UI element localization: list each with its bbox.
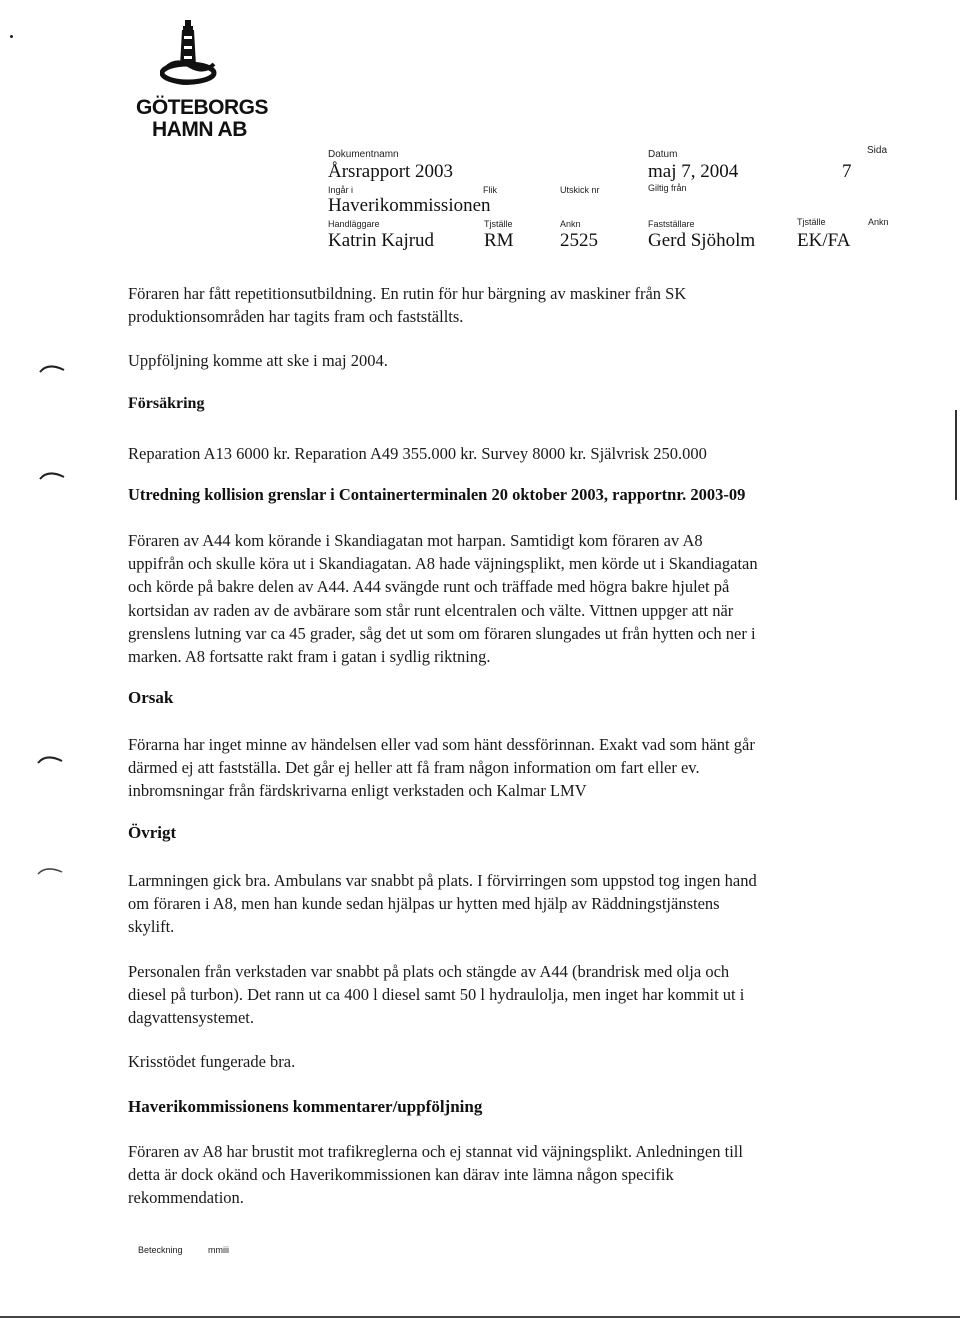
paragraph-incident	[128, 529, 873, 668]
text-line: Personalen från verkstaden var snabbt på plats och stängde av A44 (brandrisk med olja och	[128, 962, 730, 981]
tjstalle-label-2: Tjställe	[797, 217, 826, 227]
page-label: Sida	[867, 145, 888, 156]
text-line: Krisstödet fungerade bra.	[128, 1052, 296, 1071]
ankn-label-1: Ankn	[560, 219, 581, 229]
text-line: Förarna har inget minne av händelsen eller vad som hänt dessförinnan. Exakt vad som hänt går	[128, 735, 755, 754]
heading-utredning: Utredning kollision grenslar i Containerterminalen 20 oktober 2003, rapportnr. 2003-09	[128, 485, 746, 504]
heading-forsakring: Försäkring	[128, 395, 205, 412]
ankn-value-1: 2525	[560, 230, 598, 251]
scan-mark-2	[38, 467, 66, 481]
scan-bottom-line	[0, 1316, 960, 1318]
date-label: Datum	[648, 149, 678, 160]
text-line: inbromsningar från färdskrivarna enligt verkstaden och Kalmar LMV	[128, 781, 587, 801]
text-line: grenslens lutning var ca 45 grader, såg det ut som om föraren slungades ut från hytten och ner i	[128, 623, 756, 643]
tjstalle-value-2: EK/FA	[797, 230, 851, 251]
text-line: Larmningen gick bra. Ambulans var snabbt på plats. I förvirringen som uppstod tog ingen hand	[128, 871, 757, 890]
heading-kommentarer: Haverikommissionens kommentarer/uppföljning	[128, 1097, 483, 1116]
lighthouse-logo-icon	[160, 18, 220, 88]
text-line: rekommendation.	[128, 1188, 244, 1208]
paragraph-alarm	[128, 869, 873, 939]
doc-name-label: Dokumentnamn	[328, 149, 399, 160]
text-line: Föraren har fått repetitionsutbildning. En rutin för hur bärgning av maskiner från SK	[128, 284, 687, 303]
text-line: kortsidan av raden av de avbärare som står runt elcentralen och välte. Vittnen uppger att när	[128, 600, 734, 620]
logo-line-1: GÖTEBORGS	[136, 96, 269, 119]
scan-dot	[10, 35, 13, 38]
beteckning-value: mmiii	[208, 1245, 229, 1255]
text-line: uppifrån och skulle köra ut i Skandiagatan. A8 hade väjningsplikt, men körde ut i Skandiagatan	[128, 554, 758, 574]
ingar-label: Ingår i	[328, 185, 354, 195]
logo-line-2: HAMN AB	[152, 118, 247, 141]
text-line: om föraren i A8, men han kunde sedan hjälpas ur hytten med hjälp av Räddningstjänstens	[128, 894, 720, 914]
utskick-label: Utskick nr	[560, 185, 600, 195]
text-line: och körde på bakre delen av A44. A44 svängde runt och träffade med högra bakre hjulet på	[128, 577, 730, 597]
text-line: diesel på turbon). Det rann ut ca 400 l diesel samt 50 l hydraulolja, men inget har kommit ut i	[128, 985, 745, 1005]
text-line: detta är dock okänd och Haverikommissionen kan därav inte lämna någon specifik	[128, 1165, 674, 1185]
text-line: därmed ej att fastställa. Det går ej heller att få fram någon information om fart eller ev.	[128, 758, 700, 778]
ingar-value: Haverikommissionen	[328, 195, 491, 216]
paragraph-followup	[128, 349, 873, 372]
handlaggare-label: Handläggare	[328, 219, 380, 229]
faststallare-label: Fastställare	[648, 219, 695, 229]
handlaggare-value: Katrin Kajrud	[328, 230, 435, 251]
text-line: Föraren av A44 kom körande i Skandiagatan mot harpan. Samtidigt kom föraren av A8	[128, 531, 703, 550]
doc-name-value: Årsrapport 2003	[328, 161, 454, 182]
scan-mark-1	[38, 360, 66, 374]
paragraph-crisis-support	[128, 1050, 873, 1073]
text-line: dagvattensystemet.	[128, 1008, 255, 1028]
date-value: maj 7, 2004	[648, 161, 739, 182]
text-line: Uppföljning komme att ske i maj 2004.	[128, 351, 388, 370]
tjstalle-value-1: RM	[484, 230, 514, 251]
faststallare-value: Gerd Sjöholm	[648, 230, 756, 251]
paragraph-insurance	[128, 442, 873, 465]
text-line: skylift.	[128, 917, 175, 937]
valid-from-label: Giltig från	[648, 183, 687, 193]
scan-edge-line	[955, 410, 957, 500]
flik-label: Flik	[483, 185, 497, 195]
text-line: produktionsområden har tagits fram och fastställts.	[128, 307, 464, 327]
page-number: 7	[842, 161, 852, 182]
heading-orsak: Orsak	[128, 688, 174, 707]
company-logo	[160, 18, 220, 88]
paragraph-comments	[128, 1140, 873, 1210]
beteckning-label: Beteckning	[138, 1245, 183, 1255]
paragraph-training	[128, 282, 873, 328]
text-line: marken. A8 fortsatte rakt fram i gatan i sydlig riktning.	[128, 647, 491, 667]
paragraph-cause	[128, 733, 873, 803]
heading-ovrigt: Övrigt	[128, 823, 177, 842]
paragraph-workshop	[128, 960, 873, 1030]
ankn-label-2: Ankn	[868, 217, 889, 227]
tjstalle-label-1: Tjställe	[484, 219, 513, 229]
scan-mark-3	[36, 751, 64, 765]
text-line: Reparation A13 6000 kr. Reparation A49 355.000 kr. Survey 8000 kr. Självrisk 250.000	[128, 444, 707, 463]
scan-mark-4	[36, 862, 64, 876]
text-line: Föraren av A8 har brustit mot trafikreglerna och ej stannat vid väjningsplikt. Anledningen till	[128, 1142, 743, 1161]
